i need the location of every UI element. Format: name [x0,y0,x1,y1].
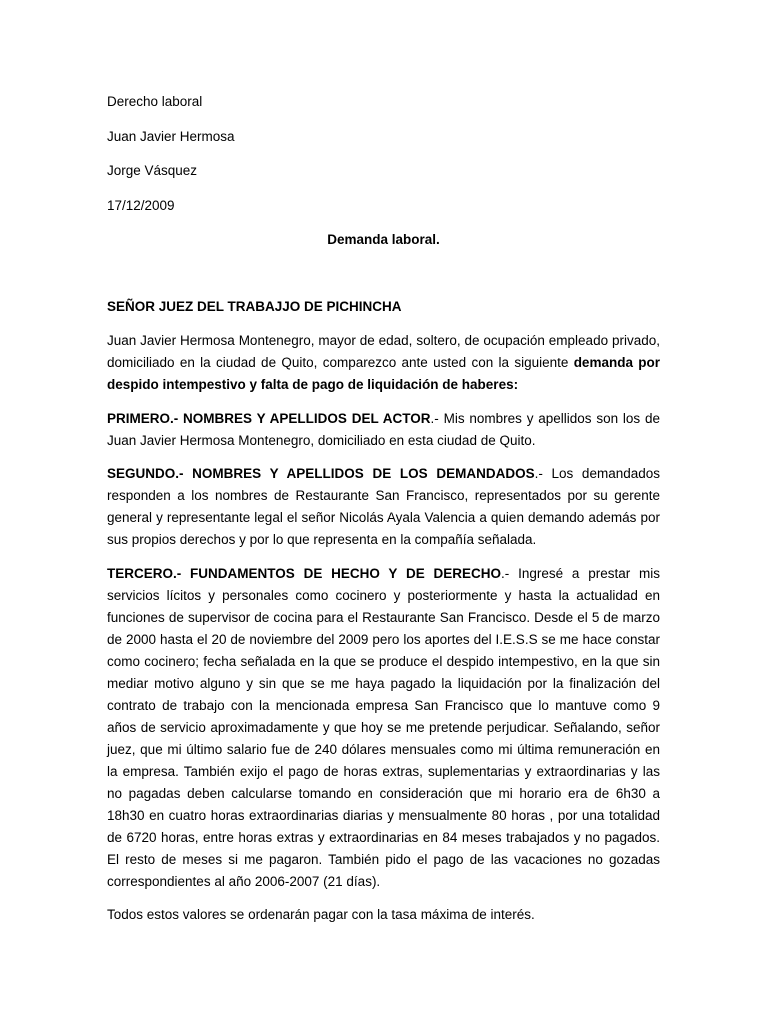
document-title: Demanda laboral. [327,232,440,247]
segundo-text: .- Los demandados responden a los nombres de Restaurante San Francisco, representados por su gerente general y representante legal el señor Nicolás Ayala Valencia a quien demando además por sus propios derechos y por lo que representa en la compañía señalada. [107,466,660,547]
intro-paragraph [107,330,660,396]
primero-paragraph [107,408,660,452]
date-line: 17/12/2009 [107,197,175,213]
intro-bold-text: demanda por despido intempestivo y falta de pago de liquidación de haberes: [107,355,661,392]
addressee-heading: SEÑOR JUEZ DEL TRABAJJO DE PICHINCHA [107,299,402,314]
segundo-heading: SEGUNDO.- NOMBRES Y APELLIDOS DE LOS DEMANDADOS [107,466,535,481]
intro-text: Juan Javier Hermosa Montenegro, mayor de edad, soltero, de ocupación empleado privado, domiciliado en la ciudad de Quito, comparezco ante usted con la siguiente [107,333,660,370]
document-body [107,91,660,938]
tercero-paragraph [107,563,660,893]
tercero-text: .- Ingresé a prestar mis servicios lícitos y personales como cocinero y posteriormente y hasta la actualidad en funciones de supervisor de cocina para el Restaurante San Francisco. Desde el 5 de marzo de 2000 hasta el 20 de noviembre del 2009 pero los aportes del I.E.S.S se me hace constar como cocinero; fecha señalada en la que se produce el despido intempestivo, en la que sin mediar motivo alguno y sin que se me haya pagado la liquidación por la finalización del contrato de trabajo con la mencionada empresa San Francisco que lo mantuve como 9 años de servicio aproximadamente y que hoy se me pretende perjudicar. Señalando, señor juez, que mi último salario fue de 240 dólares mensuales como mi última remuneración en la empresa. También exijo el pago de horas extras, suplementarias y extraordinarias y las no pagadas deben calcularse tomando en consideración que mi horario era de 6h30 a 18h30 en cuatro horas extraordinarias diarias y mensualmente 80 horas , por una totalidad de 6720 horas, entre horas extras y extraordinarias en 84 meses trabajados y no pagados. El resto de meses si me pagaron. También pido el pago de las vacaciones no gozadas correspondientes al año 2006-2007 (21 días). [107,565,661,889]
closing-paragraph: Todos estos valores se ordenarán pagar con la tasa máxima de interés. [107,907,535,922]
author-line-1: Juan Javier Hermosa [107,128,235,144]
segundo-paragraph [107,463,660,551]
author-line-2: Jorge Vásquez [107,163,198,178]
subject-line: Derecho laboral [107,94,203,109]
primero-text: .- Mis nombres y apellidos son los de Juan Javier Hermosa Montenegro, domiciliado en esta ciudad de Quito. [107,410,660,448]
tercero-heading: TERCERO.- FUNDAMENTOS DE HECHO Y DE DERECHO [107,565,502,581]
primero-heading: PRIMERO.- NOMBRES Y APELLIDOS DEL ACTOR [107,410,431,426]
